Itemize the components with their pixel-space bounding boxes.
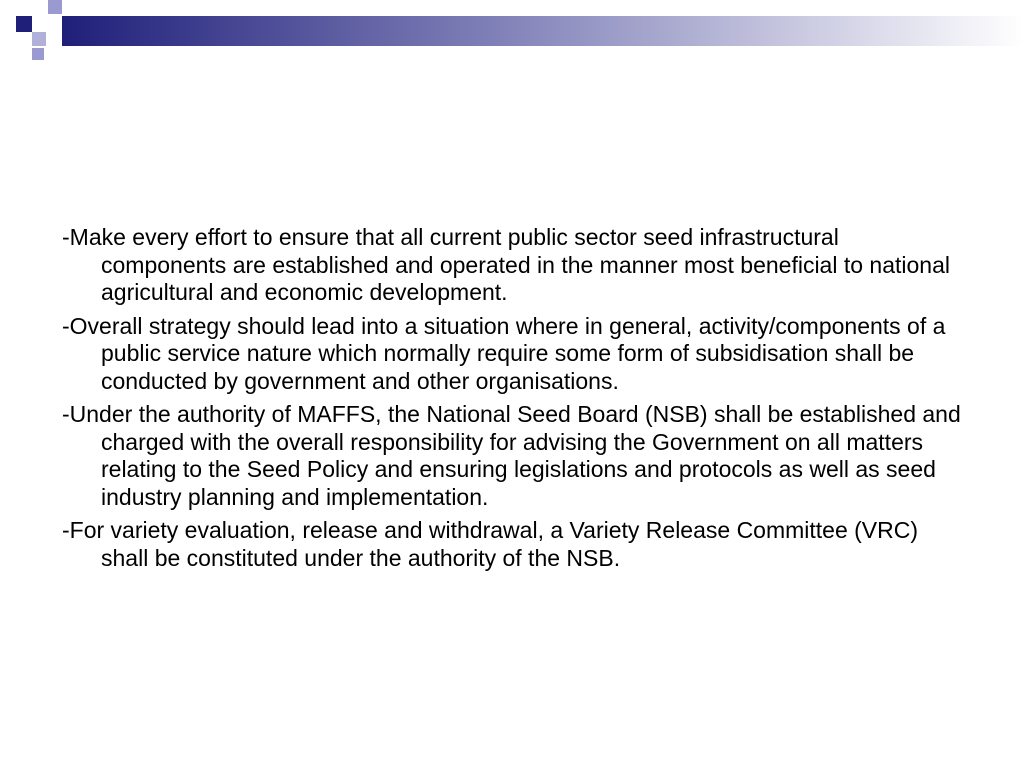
header-decoration xyxy=(0,0,1024,64)
header-square-light xyxy=(48,0,62,14)
header-gradient-band xyxy=(62,16,1024,46)
body-text xyxy=(62,224,962,578)
bullet-paragraph: -Under the authority of MAFFS, the National Seed Board (NSB) shall be established and charged with the overall responsibility for advising the Government on all matters relating to the Seed Policy and ensuring legislations and protocols as well as seed industry planning and implementation. xyxy=(62,401,961,510)
bullet-paragraph: -Make every effort to ensure that all current public sector seed infrastructural components are established and operated in the manner most beneficial to national agricultural and economic development. xyxy=(62,224,950,305)
header-square-small xyxy=(32,48,44,60)
header-square-mid xyxy=(32,32,46,46)
header-square-white xyxy=(32,16,48,32)
bullet-paragraph: -For variety evaluation, release and withdrawal, a Variety Release Committee (VRC) shall be constituted under the authority of the NSB. xyxy=(62,517,919,571)
header-gradient-squares xyxy=(0,0,1024,64)
bullet-paragraph: -Overall strategy should lead into a situation where in general, activity/components of a public service nature which normally require some form of subsidisation shall be conducted by government and other organisations. xyxy=(62,312,946,394)
header-square-dark xyxy=(16,16,32,32)
